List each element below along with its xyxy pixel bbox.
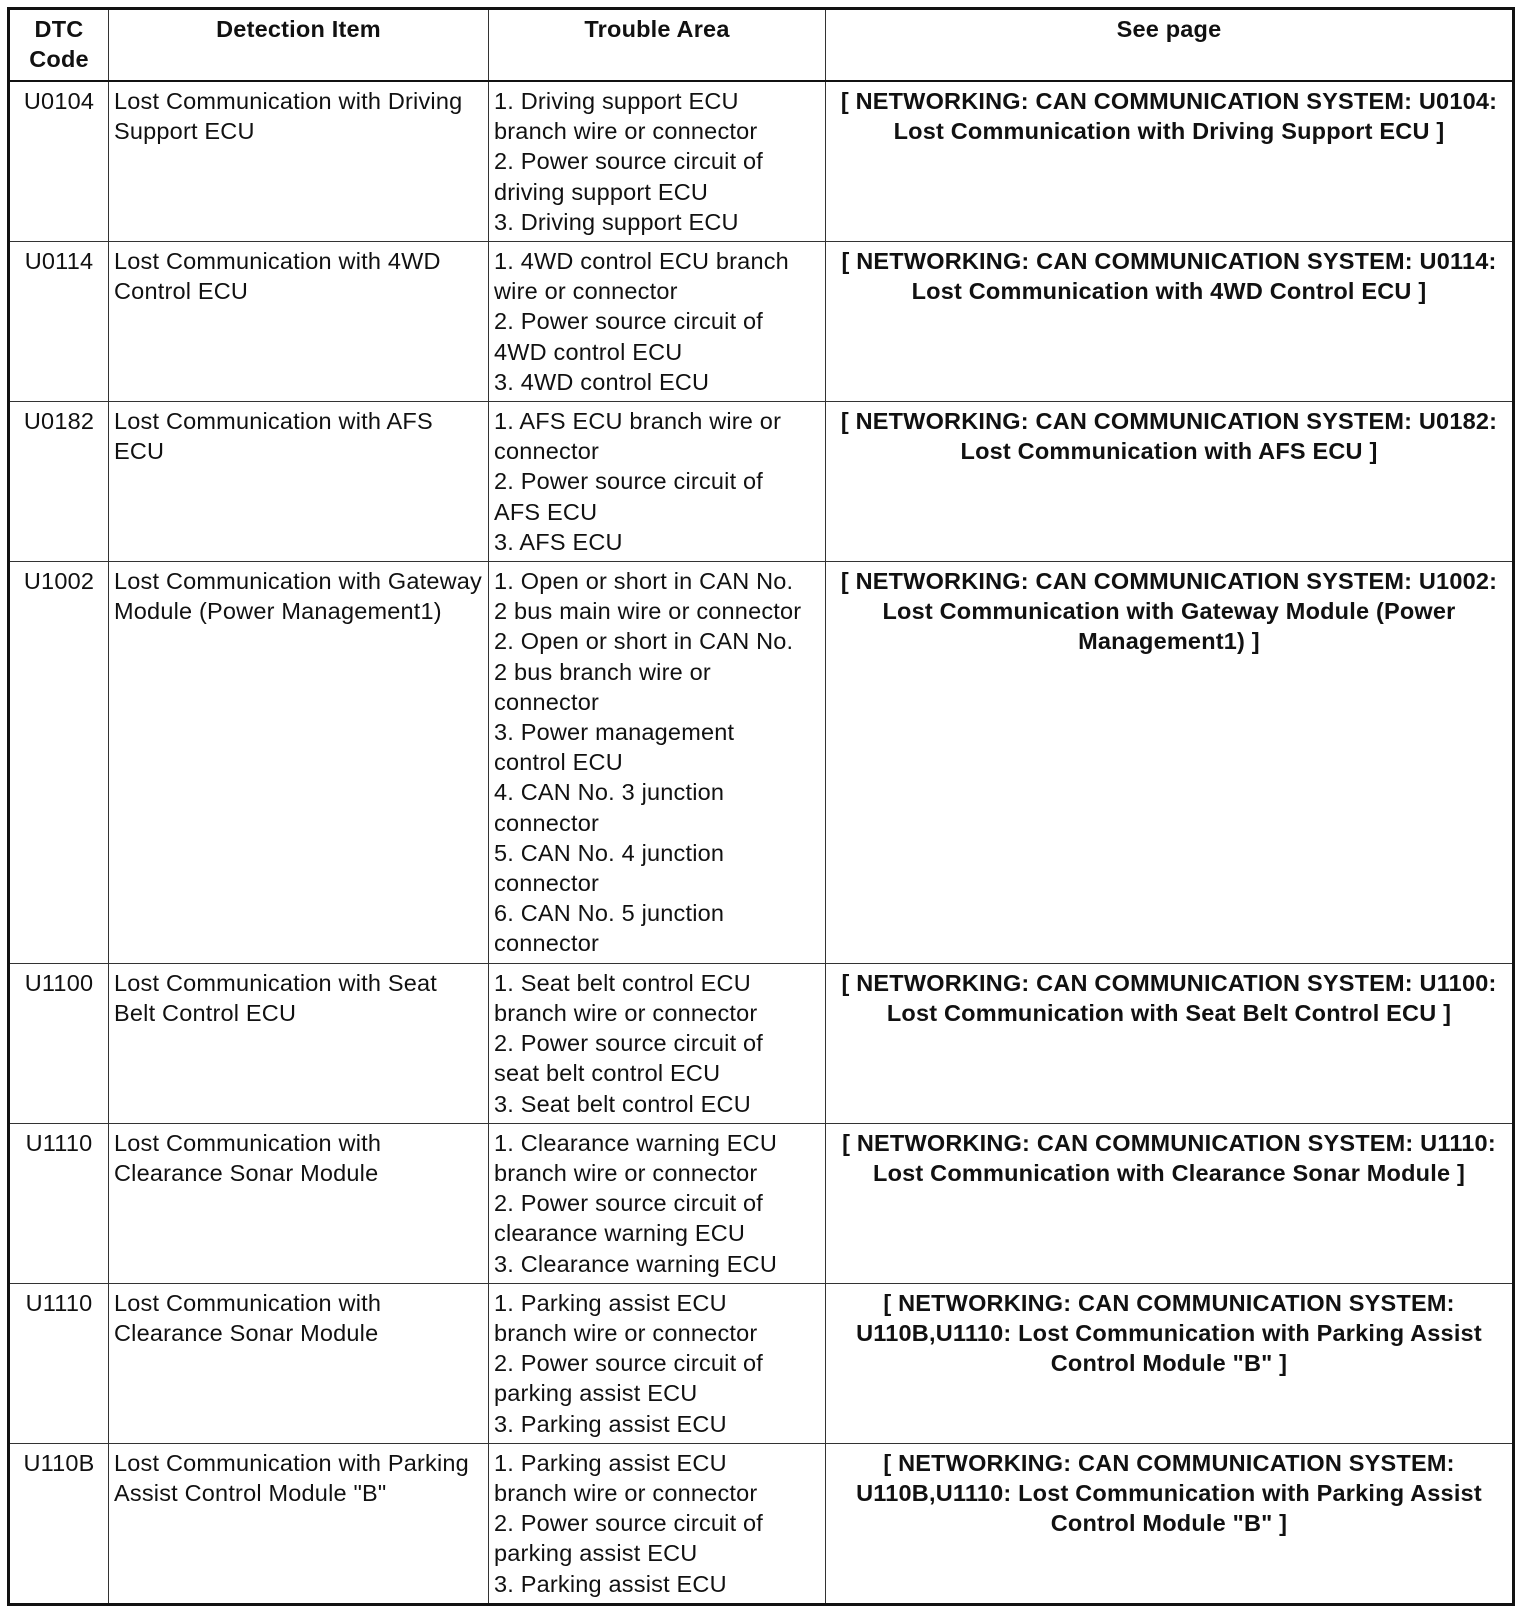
trouble-area-line: 2 bus main wire or connector [494, 598, 802, 625]
trouble-area-line: branch wire or connector [494, 1159, 758, 1186]
see-page-reference-link[interactable]: [ NETWORKING: CAN COMMUNICATION SYSTEM: U0114: Lost Communication with 4WD Control ECU ] [841, 248, 1497, 305]
trouble-area-line: branch wire or connector [494, 118, 758, 145]
trouble-area-cell [489, 402, 826, 562]
trouble-area-line: 1. Driving support ECU [494, 88, 739, 114]
trouble-area-line: driving support ECU [494, 178, 709, 205]
dtc-code-cell: U1100 [9, 963, 109, 1123]
trouble-area-line: 1. 4WD control ECU branch [494, 248, 789, 275]
table-row [9, 81, 1514, 242]
see-page-reference-link[interactable]: [ NETWORKING: CAN COMMUNICATION SYSTEM: U1002: Lost Communication with Gateway Module (Power Management1) ] [840, 568, 1498, 655]
detection-item-cell: Lost Communication with AFS ECU [109, 402, 489, 562]
table-body [9, 81, 1514, 1604]
trouble-area-line: 1. Parking assist ECU [494, 1289, 727, 1316]
trouble-area-cell [489, 1283, 826, 1443]
trouble-area-line: connector [494, 870, 600, 897]
table-row [9, 963, 1514, 1123]
trouble-area-line: 2. Power source circuit of [494, 1030, 764, 1057]
header-trouble-area: Trouble Area [489, 9, 826, 82]
trouble-area-line: 2. Power source circuit of [494, 308, 764, 335]
trouble-area-cell [489, 562, 826, 964]
header-detection-item: Detection Item [109, 9, 489, 82]
trouble-area-line: wire or connector [494, 278, 678, 305]
trouble-area-line: 6. CAN No. 5 junction [494, 900, 725, 927]
trouble-area-cell [489, 1123, 826, 1283]
table-row [9, 402, 1514, 562]
table-header [9, 9, 1514, 82]
detection-item-cell: Lost Communication with Seat Belt Control ECU [109, 963, 489, 1123]
dtc-code-cell: U1002 [9, 562, 109, 964]
see-page-reference-link[interactable]: [ NETWORKING: CAN COMMUNICATION SYSTEM: U0182: Lost Communication with AFS ECU ] [840, 408, 1498, 465]
trouble-area-line: 3. Clearance warning ECU [494, 1250, 778, 1277]
trouble-area-line: 3. 4WD control ECU [494, 368, 710, 395]
see-page-cell [826, 562, 1514, 964]
trouble-area-line: 3. Parking assist ECU [494, 1410, 727, 1437]
dtc-code-cell: U0182 [9, 402, 109, 562]
trouble-area-line: 2. Power source circuit of [494, 1350, 764, 1377]
dtc-code-cell: U1110 [9, 1123, 109, 1283]
see-page-reference-link[interactable]: [ NETWORKING: CAN COMMUNICATION SYSTEM: U1110: Lost Communication with Clearance Sonar Module ] [842, 1129, 1496, 1186]
trouble-area-line: branch wire or connector [494, 1319, 758, 1346]
table-row [9, 1283, 1514, 1443]
header-dtc-code-label: DTC Code [29, 16, 89, 73]
trouble-area-line: parking assist ECU [494, 1380, 698, 1407]
see-page-reference-link[interactable]: [ NETWORKING: CAN COMMUNICATION SYSTEM: U0104: Lost Communication with Driving Support ECU ] [840, 88, 1498, 145]
dtc-code-cell: U110B [9, 1443, 109, 1604]
trouble-area-line: connector [494, 688, 600, 715]
trouble-area-line: parking assist ECU [494, 1540, 698, 1567]
trouble-area-cell [489, 1443, 826, 1604]
detection-item-cell: Lost Communication with 4WD Control ECU [109, 242, 489, 402]
trouble-area-line: branch wire or connector [494, 1479, 758, 1506]
trouble-area-line: 2. Open or short in CAN No. [494, 628, 794, 655]
see-page-cell [826, 402, 1514, 562]
table-row [9, 242, 1514, 402]
dtc-code-cell: U0104 [9, 81, 109, 242]
trouble-area-line: AFS ECU [494, 498, 598, 525]
table-row [9, 1443, 1514, 1604]
see-page-cell [826, 1283, 1514, 1443]
detection-item-cell: Lost Communication with Parking Assist Control Module "B" [109, 1443, 489, 1604]
trouble-area-line: 2 bus branch wire or [494, 658, 711, 685]
trouble-area-line: 3. Parking assist ECU [494, 1570, 727, 1597]
header-row [9, 9, 1514, 82]
see-page-cell [826, 1123, 1514, 1283]
table-row [9, 562, 1514, 964]
trouble-area-line: 1. Clearance warning ECU [494, 1129, 778, 1156]
trouble-area-line: 1. Open or short in CAN No. [494, 568, 794, 595]
see-page-reference-link[interactable]: [ NETWORKING: CAN COMMUNICATION SYSTEM: U110B,U1110: Lost Communication with Parking Assist Control Module "B" ] [856, 1449, 1482, 1537]
trouble-area-line: 1. AFS ECU branch wire or [494, 408, 782, 435]
trouble-area-line: 5. CAN No. 4 junction [494, 839, 725, 866]
trouble-area-line: 2. Power source circuit of [494, 148, 764, 175]
detection-item-cell: Lost Communication with Gateway Module (Power Management1) [109, 562, 489, 964]
trouble-area-cell [489, 81, 826, 242]
header-see-page: See page [826, 9, 1514, 82]
table-row [9, 1123, 1514, 1283]
detection-item-cell: Lost Communication with Clearance Sonar Module [109, 1283, 489, 1443]
detection-item-cell: Lost Communication with Driving Support ECU [109, 81, 489, 242]
trouble-area-line: 3. Driving support ECU [494, 208, 739, 235]
see-page-reference-link[interactable]: [ NETWORKING: CAN COMMUNICATION SYSTEM: U1100: Lost Communication with Seat Belt Control ECU ] [841, 969, 1497, 1026]
trouble-area-line: 4WD control ECU [494, 338, 683, 365]
trouble-area-line: clearance warning ECU [494, 1220, 746, 1247]
dtc-code-cell: U0114 [9, 242, 109, 402]
header-dtc-code [9, 9, 109, 82]
trouble-area-line: connector [494, 930, 600, 957]
trouble-area-line: connector [494, 438, 600, 465]
trouble-area-line: 3. Seat belt control ECU [494, 1090, 751, 1117]
trouble-area-cell [489, 242, 826, 402]
see-page-cell [826, 81, 1514, 242]
trouble-area-line: 1. Seat belt control ECU [494, 969, 751, 996]
trouble-area-line: 2. Power source circuit of [494, 1510, 764, 1537]
dtc-table-container [7, 7, 1512, 1606]
trouble-area-line: 2. Power source circuit of [494, 1190, 764, 1217]
see-page-cell [826, 242, 1514, 402]
trouble-area-line: 3. Power management [494, 719, 735, 746]
dtc-code-cell: U1110 [9, 1283, 109, 1443]
see-page-reference-link[interactable]: [ NETWORKING: CAN COMMUNICATION SYSTEM: U110B,U1110: Lost Communication with Parking Assist Control Module "B" ] [856, 1289, 1482, 1377]
trouble-area-line: 4. CAN No. 3 junction [494, 779, 725, 806]
trouble-area-line: branch wire or connector [494, 999, 758, 1026]
trouble-area-line: seat belt control ECU [494, 1060, 721, 1087]
see-page-cell [826, 963, 1514, 1123]
trouble-area-line: 1. Parking assist ECU [494, 1449, 727, 1476]
trouble-area-line: connector [494, 809, 600, 836]
trouble-area-line: control ECU [494, 749, 623, 776]
trouble-area-line: 3. AFS ECU [494, 528, 623, 555]
detection-item-cell: Lost Communication with Clearance Sonar Module [109, 1123, 489, 1283]
dtc-table [7, 7, 1515, 1606]
trouble-area-cell [489, 963, 826, 1123]
trouble-area-line: 2. Power source circuit of [494, 468, 764, 495]
see-page-cell [826, 1443, 1514, 1604]
